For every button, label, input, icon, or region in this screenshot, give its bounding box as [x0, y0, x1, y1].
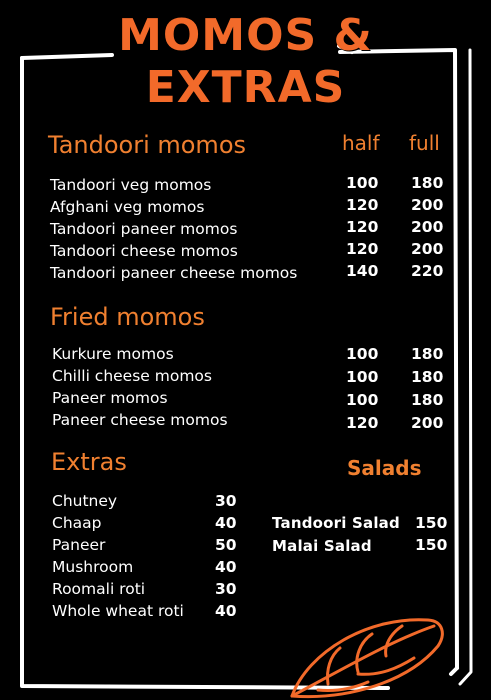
menu-item-name: Chutney [52, 492, 118, 510]
menu-item-full-price: 180 [411, 345, 444, 363]
menu-item-name: Tandoori paneer momos [50, 220, 238, 238]
menu-item-half-price: 100 [346, 368, 379, 386]
menu-item-name: Paneer momos [52, 389, 168, 407]
menu-item-full-price: 180 [411, 391, 444, 409]
menu-item-half-price: 120 [346, 196, 379, 214]
menu-item-price: 40 [215, 558, 237, 576]
menu-item-name: Paneer cheese momos [52, 411, 228, 429]
menu-item-half-price: 120 [346, 218, 379, 236]
menu-item-price: 30 [215, 580, 237, 598]
leaf-icon [288, 612, 448, 700]
menu-item-half-price: 120 [346, 240, 379, 258]
menu-item-name: Tandoori Salad [272, 514, 400, 532]
menu-item-name: Malai Salad [272, 537, 372, 555]
menu-item-half-price: 100 [346, 174, 379, 192]
menu-item-half-price: 100 [346, 345, 379, 363]
menu-item-full-price: 180 [411, 174, 444, 192]
menu-item-full-price: 180 [411, 368, 444, 386]
menu-item-name: Tandoori paneer cheese momos [50, 264, 298, 282]
menu-item-price: 40 [215, 514, 237, 532]
menu-item-name: Chaap [52, 514, 102, 532]
menu-item-name: Chilli cheese momos [52, 367, 212, 385]
menu-item-full-price: 200 [411, 196, 444, 214]
section-title-tandoori: Tandoori momos [48, 131, 246, 159]
menu-item-name: Afghani veg momos [50, 198, 205, 216]
menu-item-name: Whole wheat roti [52, 602, 184, 620]
menu-item-full-price: 200 [411, 414, 444, 432]
menu-item-price: 30 [215, 492, 237, 510]
column-header-half: half [342, 131, 380, 155]
section-title-extras: Extras [51, 448, 127, 476]
menu-item-full-price: 200 [411, 240, 444, 258]
column-header-full: full [409, 131, 440, 155]
menu-item-full-price: 220 [411, 262, 444, 280]
menu-item-name: Roomali roti [52, 580, 146, 598]
menu-item-name: Tandoori veg momos [50, 176, 212, 194]
section-title-fried: Fried momos [50, 303, 205, 331]
menu-item-price: 40 [215, 602, 237, 620]
menu-title-line1: MOMOS & [118, 10, 373, 61]
menu-item-name: Kurkure momos [52, 345, 174, 363]
menu-item-price: 150 [415, 514, 448, 532]
menu-item-name: Mushroom [52, 558, 134, 576]
menu-item-half-price: 100 [346, 391, 379, 409]
menu-item-name: Tandoori cheese momos [50, 242, 238, 260]
menu-item-full-price: 200 [411, 218, 444, 236]
menu-item-price: 150 [415, 536, 448, 554]
menu-item-name: Paneer [52, 536, 106, 554]
menu-title-line2: EXTRAS [145, 62, 346, 113]
menu-item-price: 50 [215, 536, 237, 554]
section-title-salads: Salads [347, 456, 422, 480]
menu-item-half-price: 140 [346, 262, 379, 280]
menu-item-half-price: 120 [346, 414, 379, 432]
